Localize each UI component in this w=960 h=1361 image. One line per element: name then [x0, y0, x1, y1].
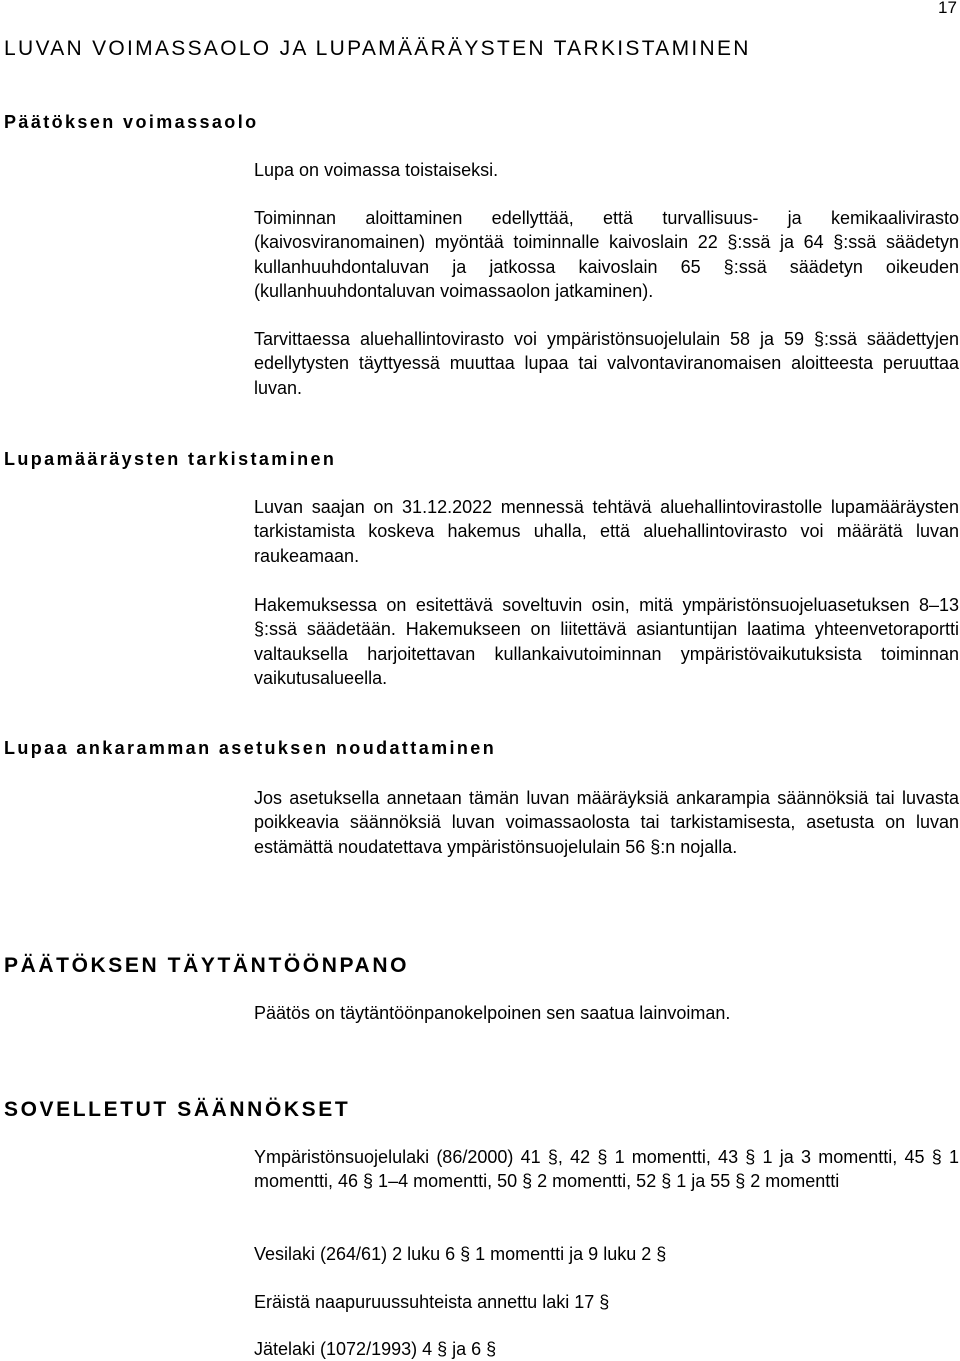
paragraph-review-deadline: Luvan saajan on 31.12.2022 mennessä tehtävä aluehallintovirastolle lupamääräysten tarkistamista koskeva hakemus uhalla, että aluehallintovirasto voi määrätä luvan raukeamaan. [254, 497, 959, 566]
provision-waste-act: Jätelaki (1072/1993) 4 § ja 6 § [254, 1339, 497, 1359]
subheading-review: Lupamääräysten tarkistaminen [4, 449, 337, 469]
paragraph-stricter-regulation: Jos asetuksella annetaan tämän luvan määräyksiä ankarampia säännöksiä tai luvasta poikkeavia säännöksiä luvan voimassaolosta tai tarkistamisesta, asetusta on luvan estämättä noudatettava ympäristönsuojelulain 56 §:n nojalla. [254, 788, 959, 857]
paragraph-review-contents: Hakemuksessa on esitettävä soveltuvin osin, mitä ympäristönsuojeluasetuksen 8‒13 §:ssä säädetään. Hakemukseen on liitettävä asiantuntijan laatima yhteenvetoraportti valtauksella harjoitettavan kullankaivutoiminnan ympäristövaikutuksista toiminnan vaikutusalueella. [254, 595, 959, 689]
heading-validity: LUVAN VOIMASSAOLO JA LUPAMÄÄRÄYSTEN TARKISTAMINEN [4, 37, 751, 60]
subheading-decision-validity: Päätöksen voimassaolo [4, 112, 259, 132]
provision-water-act: Vesilaki (264/61) 2 luku 6 § 1 momentti ja 9 luku 2 § [254, 1244, 667, 1264]
paragraph-valid: Lupa on voimassa toistaiseksi. [254, 160, 499, 180]
heading-enforcement: PÄÄTÖKSEN TÄYTÄNTÖÖNPANO [4, 954, 410, 977]
paragraph-enforcement: Päätös on täytäntöönpanokelpoinen sen saatua lainvoiman. [254, 1003, 731, 1023]
provision-environmental-protection-act: Ympäristönsuojelulaki (86/2000) 41 §, 42 § 1 momentti, 43 § 1 ja 3 momentti, 45 § 1 momentti, 46 § 1‒4 momentti, 50 § 2 momentti, 52 § 1 ja 55 § 2 momentti [254, 1147, 959, 1192]
paragraph-revocation: Tarvittaessa aluehallintovirasto voi ympäristönsuojelulain 58 ja 59 §:ssä säädettyjen edellytysten täyttyessä muuttaa lupaa tai valvontaviranomaisen aloitteesta peruuttaa luvan. [254, 329, 959, 398]
page-number: 17 [938, 0, 957, 17]
heading-applied-provisions: SOVELLETUT SÄÄNNÖKSET [4, 1098, 351, 1121]
paragraph-start-conditions: Toiminnan aloittaminen edellyttää, että turvallisuus- ja kemikaalivirasto (kaivosviranomainen) myöntää toiminnalle kaivoslain 22 §:ssä ja 64 §:ssä säädetyn kullanhuuhdontaluvan ja jatkossa kaivoslain 65 §:ssä säädetyn oikeuden (kullanhuuhdontaluvan voimassaolon jatkaminen). [254, 208, 959, 302]
provision-neighbour-relations-act: Eräistä naapuruussuhteista annettu laki 17 § [254, 1292, 610, 1312]
subheading-stricter-regulation: Lupaa ankaramman asetuksen noudattaminen [4, 738, 497, 758]
